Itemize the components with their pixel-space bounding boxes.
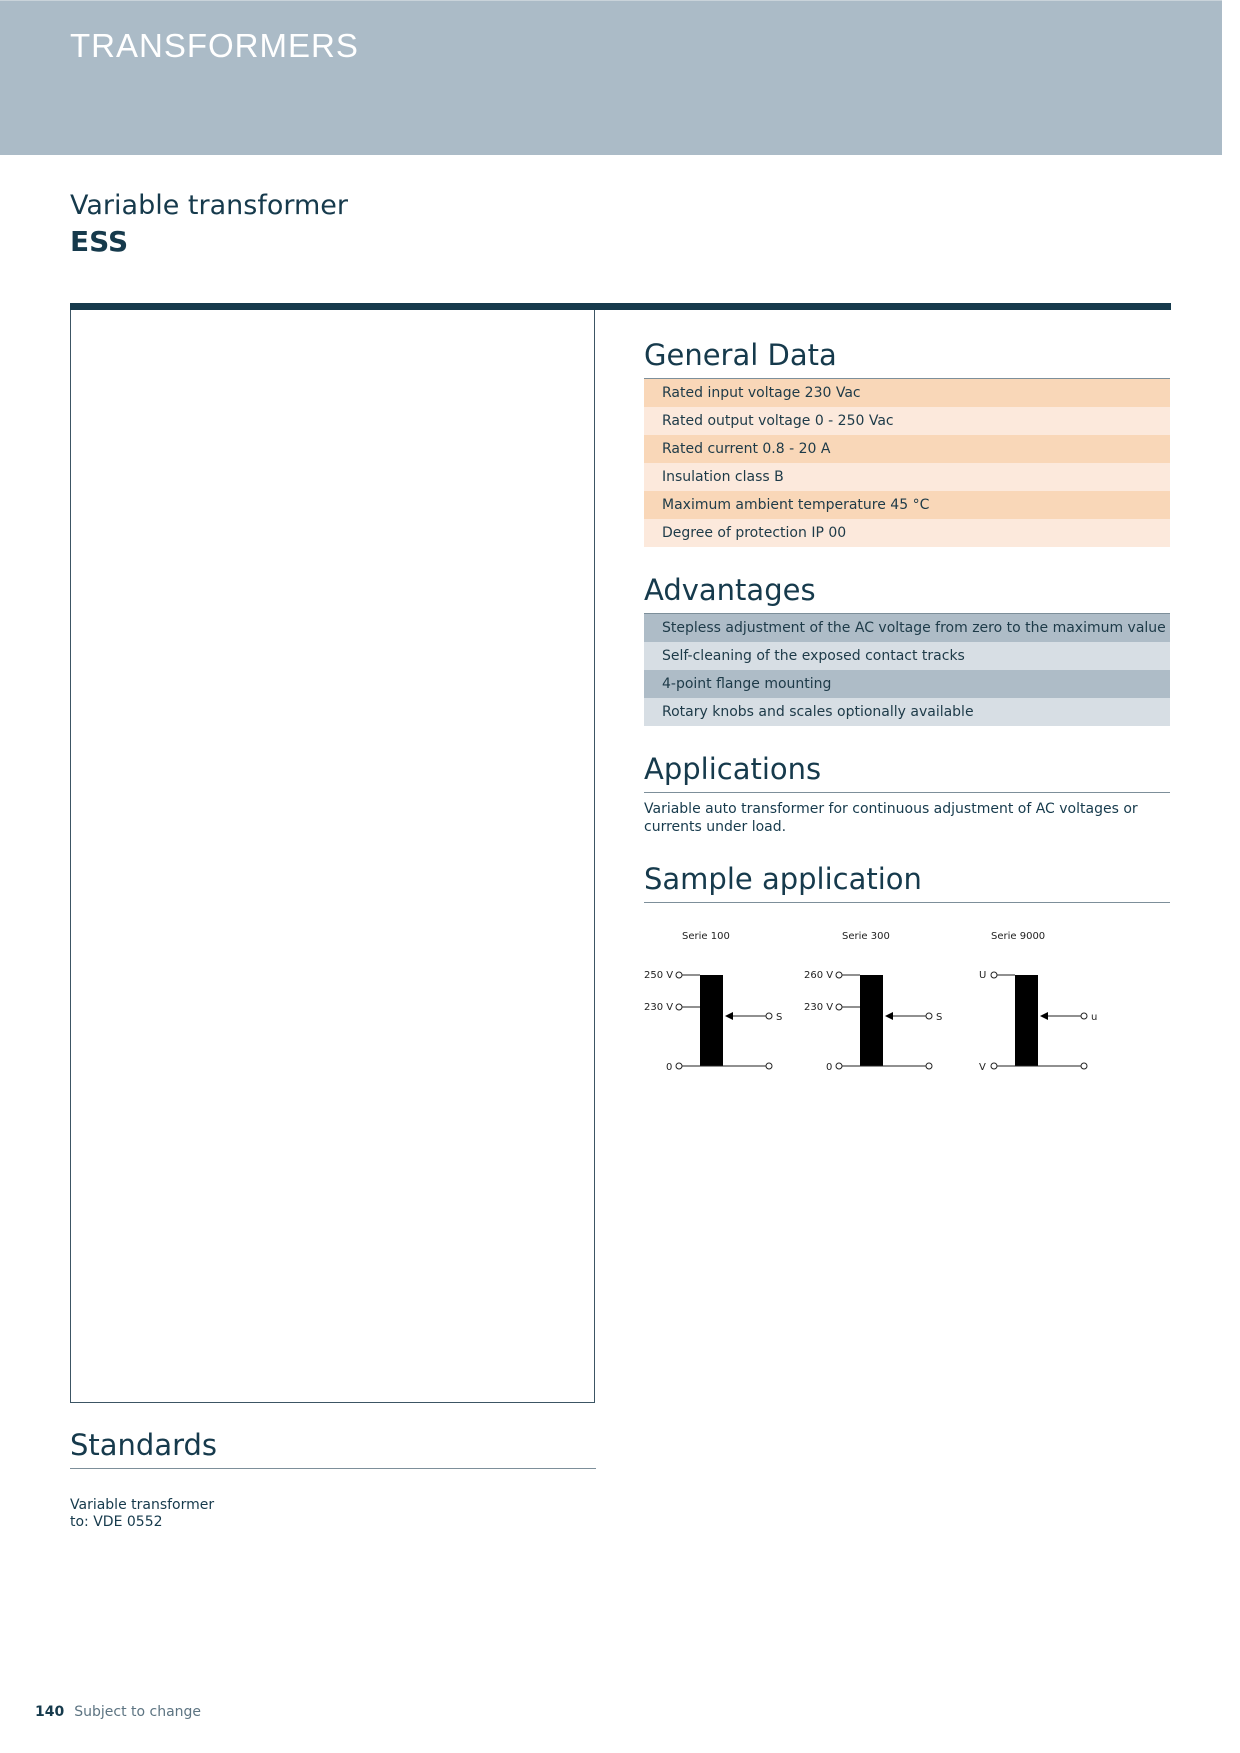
standards-line: to: VDE 0552 xyxy=(70,1514,163,1530)
standards-text xyxy=(70,1497,214,1531)
general-data-title: General Data xyxy=(644,338,1170,379)
diagram-serie-300 xyxy=(804,931,942,1073)
applications-text: Variable auto transformer for continuous adjustment of AC voltages or currents under load. xyxy=(644,801,1138,835)
diagram-series-label: Serie 100 xyxy=(682,931,730,942)
standards-section xyxy=(70,1428,596,1469)
diagram-serie-9000 xyxy=(979,931,1097,1073)
product-name: ESS xyxy=(70,225,129,258)
header-banner xyxy=(0,0,1222,155)
advantage-row: Rotary knobs and scales optionally available xyxy=(644,698,1170,726)
standards-line: Variable transformer xyxy=(70,1497,215,1513)
sample-application-diagrams xyxy=(644,925,1170,1085)
page-number: 140 xyxy=(35,1704,65,1720)
general-data-row: Rated input voltage 230 Vac xyxy=(644,379,1170,407)
diagram-top-label: 250 V xyxy=(644,970,674,981)
general-data-row: Insulation class B xyxy=(644,463,1170,491)
diagram-serie-100 xyxy=(644,931,782,1073)
general-data-table xyxy=(644,379,1170,547)
general-data-row: Degree of protection IP 00 xyxy=(644,519,1170,547)
diagram-series-label: Serie 9000 xyxy=(991,931,1046,942)
applications-section xyxy=(644,752,1170,836)
section-title: TRANSFORMERS xyxy=(70,27,359,64)
diagram-tap-label: S xyxy=(776,1012,783,1023)
advantage-row: 4-point flange mounting xyxy=(644,670,1170,698)
product-image-frame xyxy=(70,310,595,1403)
footer-note: Subject to change xyxy=(74,1704,202,1720)
general-data-row: Rated current 0.8 - 20 A xyxy=(644,435,1170,463)
advantage-row: Stepless adjustment of the AC voltage from zero to the maximum value xyxy=(644,614,1170,642)
diagram-bottom-label: 0 xyxy=(826,1062,833,1073)
top-rule xyxy=(70,303,1171,310)
sample-application-section xyxy=(644,862,1170,903)
general-data-row: Rated output voltage 0 - 250 Vac xyxy=(644,407,1170,435)
diagram-top-label: U xyxy=(979,970,987,981)
page-footer xyxy=(35,1704,201,1720)
advantages-table xyxy=(644,614,1170,726)
advantage-row: Self-cleaning of the exposed contact tracks xyxy=(644,642,1170,670)
general-data-section xyxy=(644,338,1170,547)
applications-title: Applications xyxy=(644,752,1170,793)
standards-title: Standards xyxy=(70,1428,596,1469)
diagram-mid-label: 230 V xyxy=(804,1002,834,1013)
diagram-top-label: 260 V xyxy=(804,970,834,981)
product-type: Variable transformer xyxy=(70,190,348,221)
diagram-bottom-label: 0 xyxy=(666,1062,673,1073)
advantages-section xyxy=(644,573,1170,726)
diagram-mid-label: 230 V xyxy=(644,1002,674,1013)
general-data-row: Maximum ambient temperature 45 °C xyxy=(644,491,1170,519)
diagram-tap-label: u xyxy=(1091,1012,1098,1023)
sample-application-title: Sample application xyxy=(644,862,1170,903)
diagram-bottom-label: V xyxy=(979,1062,986,1073)
diagram-series-label: Serie 300 xyxy=(842,931,890,942)
diagram-tap-label: S xyxy=(936,1012,943,1023)
advantages-title: Advantages xyxy=(644,573,1170,614)
